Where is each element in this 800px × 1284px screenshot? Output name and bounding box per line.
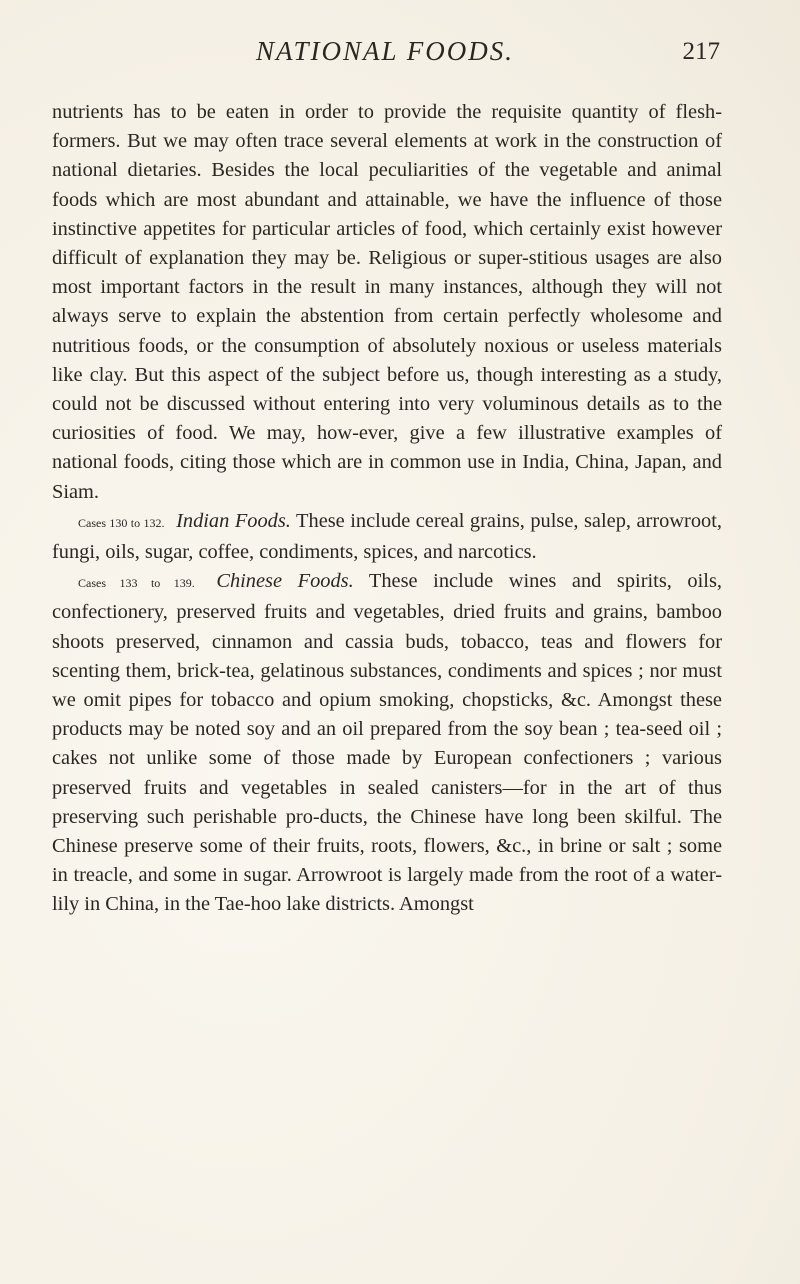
section-text: These include wines and spirits, oils, confectionery, preserved fruits and vegetables, dried fruits and grains, bamboo shoots preserved, cinnamon and cassia buds, tobacco, teas and flowers for scenting them, brick-tea, gelatinous substances, condiments and spices ; nor must we omit pipes for tobacco and opium smoking, chopsticks, &c. Amongst these products may be noted soy and an oil prepared from the soy bean ; tea-seed oil ; cakes not unlike some of those made by European confectioners ; various preserved fruits and vegetables in sealed canisters—for in the art of thus preserving such perishable pro-ducts, the Chinese have long been skilful. The Chinese preserve some of their fruits, roots, flowers, &c., in brine or salt ; some in treacle, and some in sugar. Arrowroot is largely made from the root of a water-lily in China, in the Tae-hoo lake districts. Amongst bbox=[52, 570, 722, 916]
chinese-foods-paragraph bbox=[52, 567, 722, 919]
body-text bbox=[52, 98, 722, 920]
case-reference: Cases 130 to 132. bbox=[78, 515, 165, 530]
section-title: Chinese Foods. bbox=[216, 570, 354, 593]
indian-foods-paragraph bbox=[52, 507, 722, 567]
running-title: NATIONAL FOODS. bbox=[255, 36, 515, 66]
section-title: Indian Foods. bbox=[176, 509, 291, 532]
page-header bbox=[50, 36, 720, 76]
case-reference: Cases 133 to 139. bbox=[78, 576, 195, 591]
intro-paragraph: nutrients has to be eaten in order to provide the requisite quantity of flesh-formers. But we may often trace several elements at work in the construction of national dietaries. Besides the local peculiarities of the vegetable and animal foods which are most abundant and attainable, we have the influence of those instinctive appetites for particular articles of food, which certainly exist however difficult of explanation they may be. Religious or super-stitious usages are also most important factors in the result in many instances, although they will not always serve to explain the abstention from certain perfectly wholesome and nutritious foods, or the consumption of absolutely noxious or useless materials like clay. But this aspect of the subject before us, though interesting as a study, could not be discussed without entering into very voluminous details as to the curiosities of food. We may, how-ever, give a few illustrative examples of national foods, citing those which are in common use in India, China, Japan, and Siam. bbox=[52, 101, 722, 503]
section-text: These include cereal grains, pulse, salep, arrowroot, fungi, oils, sugar, coffee, condiments, spices, and narcotics. bbox=[52, 509, 722, 564]
page-number: 217 bbox=[682, 38, 720, 65]
